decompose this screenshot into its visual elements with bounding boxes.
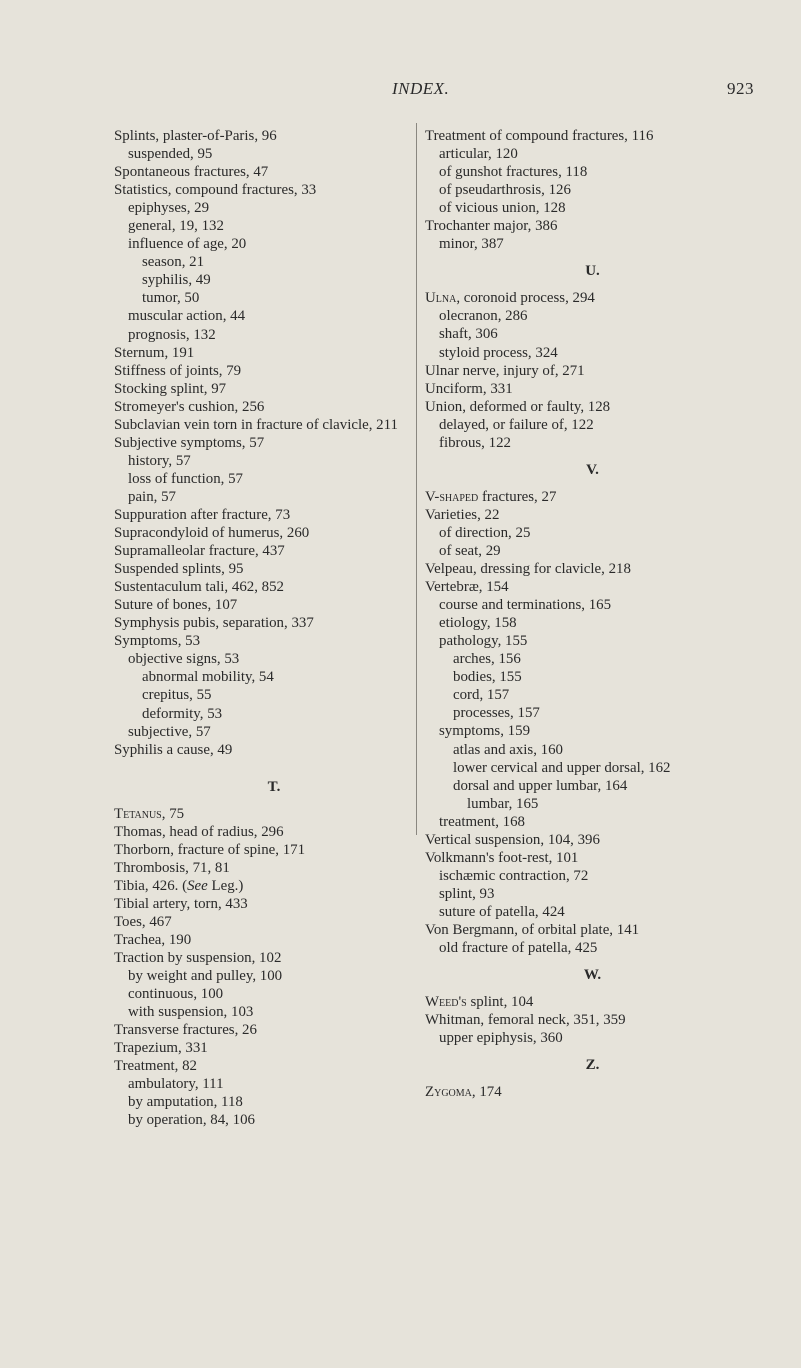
index-subentry: lumbar, 165 bbox=[467, 795, 539, 812]
index-entry: Subclavian vein torn in fracture of clavicle, 211 bbox=[114, 416, 398, 433]
index-subentry: prognosis, 132 bbox=[128, 326, 216, 343]
index-subentry: atlas and axis, 160 bbox=[453, 741, 564, 758]
index-entry: Traction by suspension, 102 bbox=[114, 950, 282, 967]
index-entry: Suture of bones, 107 bbox=[114, 597, 238, 614]
index-subentry: objective signs, 53 bbox=[128, 651, 240, 668]
index-subentry: ischæmic contraction, 72 bbox=[439, 867, 589, 884]
index-subentry: suture of patella, 424 bbox=[439, 903, 565, 920]
index-section-letter: U. bbox=[585, 263, 600, 280]
index-entry: Volkmann's foot-rest, 101 bbox=[425, 849, 579, 866]
index-subentry: old fracture of patella, 425 bbox=[439, 940, 598, 957]
index-subentry: splint, 93 bbox=[439, 885, 495, 902]
index-column-right bbox=[425, 127, 760, 1101]
running-title: INDEX. bbox=[392, 79, 450, 98]
page-number: 923 bbox=[727, 79, 754, 98]
index-subentry: suspended, 95 bbox=[128, 146, 213, 163]
index-entry: Suspended splints, 95 bbox=[114, 561, 244, 578]
index-entry: Subjective symptoms, 57 bbox=[114, 434, 265, 451]
index-subentry: of seat, 29 bbox=[439, 542, 501, 559]
index-entry bbox=[114, 805, 434, 823]
index-subentry: etiology, 158 bbox=[439, 615, 517, 632]
index-subentry: continuous, 100 bbox=[128, 986, 224, 1003]
index-subentry: crepitus, 55 bbox=[142, 687, 212, 704]
index-subentry: arches, 156 bbox=[453, 651, 521, 668]
index-subentry: symptoms, 159 bbox=[439, 723, 531, 740]
index-subentry: bodies, 155 bbox=[453, 669, 522, 686]
index-entry bbox=[114, 877, 434, 895]
index-locator: fractures, 27 bbox=[478, 488, 557, 505]
index-subentry: of vicious union, 128 bbox=[439, 200, 566, 217]
index-entry: Sustentaculum tali, 462, 852 bbox=[114, 579, 284, 596]
index-entry: Toes, 467 bbox=[114, 913, 172, 930]
index-entry: Unciform, 331 bbox=[425, 380, 513, 397]
index-entry bbox=[425, 993, 760, 1011]
index-subentry: season, 21 bbox=[142, 254, 205, 271]
index-entry: Stocking splint, 97 bbox=[114, 380, 227, 397]
index-section-letter: V. bbox=[586, 461, 599, 478]
index-subentry: minor, 387 bbox=[439, 236, 504, 253]
index-entry: Velpeau, dressing for clavicle, 218 bbox=[425, 561, 631, 578]
index-entry: Spontaneous fractures, 47 bbox=[114, 164, 269, 181]
index-subentry: abnormal mobility, 54 bbox=[142, 669, 274, 686]
index-text: Leg.) bbox=[207, 877, 244, 894]
index-subentry: lower cervical and upper dorsal, 162 bbox=[453, 759, 671, 776]
index-section-letter: W. bbox=[583, 967, 602, 984]
index-entry: Supracondyloid of humerus, 260 bbox=[114, 525, 310, 542]
index-subentry: of direction, 25 bbox=[439, 524, 531, 541]
index-headword: V-shaped bbox=[425, 488, 479, 505]
index-entry: Treatment, 82 bbox=[114, 1058, 197, 1075]
index-entry: Symptoms, 53 bbox=[114, 633, 201, 650]
index-section-letter: T. bbox=[267, 778, 281, 795]
index-subentry: articular, 120 bbox=[439, 146, 518, 163]
index-entry: Varieties, 22 bbox=[425, 506, 500, 523]
index-subentry: influence of age, 20 bbox=[128, 236, 247, 253]
index-subentry: with suspension, 103 bbox=[128, 1004, 254, 1021]
index-entry: Supramalleolar fracture, 437 bbox=[114, 543, 285, 560]
index-subentry: by operation, 84, 106 bbox=[128, 1112, 255, 1129]
index-entry bbox=[425, 1083, 760, 1101]
index-subentry: syphilis, 49 bbox=[142, 272, 211, 289]
index-entry: Trapezium, 331 bbox=[114, 1040, 208, 1057]
index-entry: Whitman, femoral neck, 351, 359 bbox=[425, 1012, 626, 1029]
index-entry: Transverse fractures, 26 bbox=[114, 1022, 257, 1039]
index-subentry: by weight and pulley, 100 bbox=[128, 968, 283, 985]
index-headword: Ulna bbox=[425, 290, 457, 307]
index-subentry: epiphyses, 29 bbox=[128, 200, 210, 217]
index-entry: Sternum, 191 bbox=[114, 344, 195, 361]
index-subentry: of gunshot fractures, 118 bbox=[439, 164, 588, 181]
index-subentry: history, 57 bbox=[128, 452, 191, 469]
index-subentry: olecranon, 286 bbox=[439, 308, 528, 325]
index-subentry: course and terminations, 165 bbox=[439, 597, 612, 614]
index-headword: Zygoma bbox=[425, 1084, 472, 1101]
index-subentry: cord, 157 bbox=[453, 687, 510, 704]
index-locator: splint, 104 bbox=[466, 994, 534, 1011]
index-entry bbox=[425, 289, 760, 307]
index-subentry: ambulatory, 111 bbox=[128, 1076, 224, 1093]
index-entry: Thomas, head of radius, 296 bbox=[114, 823, 284, 840]
see-reference: See bbox=[187, 877, 208, 894]
page-header bbox=[0, 79, 801, 103]
index-entry: Thorborn, fracture of spine, 171 bbox=[114, 841, 306, 858]
index-headword: Weed's bbox=[425, 994, 467, 1011]
index-subentry: pain, 57 bbox=[128, 488, 176, 505]
index-subentry: by amputation, 118 bbox=[128, 1094, 243, 1111]
index-entry: Vertical suspension, 104, 396 bbox=[425, 831, 600, 848]
index-column-left bbox=[114, 127, 434, 1130]
index-subentry: styloid process, 324 bbox=[439, 344, 558, 361]
index-entry: Trochanter major, 386 bbox=[425, 218, 558, 235]
index-entry: Stiffness of joints, 79 bbox=[114, 362, 242, 379]
index-section-letter: Z. bbox=[585, 1057, 600, 1074]
index-headword: Tetanus bbox=[114, 805, 162, 822]
index-entry: Trachea, 190 bbox=[114, 932, 192, 949]
index-subentry: upper epiphysis, 360 bbox=[439, 1030, 563, 1047]
index-locator: , 174 bbox=[471, 1084, 502, 1101]
index-subentry: shaft, 306 bbox=[439, 326, 498, 343]
index-subentry: subjective, 57 bbox=[128, 723, 211, 740]
index-entry: Statistics, compound fractures, 33 bbox=[114, 182, 317, 199]
index-subentry: pathology, 155 bbox=[439, 633, 528, 650]
index-subentry: dorsal and upper lumbar, 164 bbox=[453, 777, 628, 794]
index-entry: Vertebræ, 154 bbox=[425, 579, 509, 596]
index-subentry: processes, 157 bbox=[453, 705, 540, 722]
index-entry bbox=[425, 488, 760, 506]
index-entry: Splints, plaster-of-Paris, 96 bbox=[114, 128, 277, 144]
index-subentry: tumor, 50 bbox=[142, 290, 200, 307]
index-subentry: loss of function, 57 bbox=[128, 470, 243, 487]
index-text: Tibia, 426. ( bbox=[114, 877, 188, 894]
index-subentry: treatment, 168 bbox=[439, 813, 526, 830]
index-entry: Union, deformed or faulty, 128 bbox=[425, 398, 611, 415]
index-locator: , coronoid process, 294 bbox=[456, 290, 595, 307]
index-entry: Von Bergmann, of orbital plate, 141 bbox=[425, 921, 640, 938]
index-subentry: general, 19, 132 bbox=[128, 218, 224, 235]
index-entry: Stromeyer's cushion, 256 bbox=[114, 398, 265, 415]
index-entry: Ulnar nerve, injury of, 271 bbox=[425, 362, 585, 379]
index-entry: Symphysis pubis, separation, 337 bbox=[114, 615, 314, 632]
index-entry: Suppuration after fracture, 73 bbox=[114, 506, 291, 523]
index-subentry: of pseudarthrosis, 126 bbox=[439, 182, 571, 199]
index-subentry: delayed, or failure of, 122 bbox=[439, 416, 594, 433]
index-locator: , 75 bbox=[161, 805, 185, 822]
index-entry: Tibial artery, torn, 433 bbox=[114, 895, 248, 912]
index-entry: Syphilis a cause, 49 bbox=[114, 741, 233, 758]
index-subentry: fibrous, 122 bbox=[439, 434, 511, 451]
index-entry: Treatment of compound fractures, 116 bbox=[425, 128, 654, 144]
index-subentry: muscular action, 44 bbox=[128, 308, 246, 325]
index-subentry: deformity, 53 bbox=[142, 705, 223, 722]
index-entry: Thrombosis, 71, 81 bbox=[114, 859, 230, 876]
